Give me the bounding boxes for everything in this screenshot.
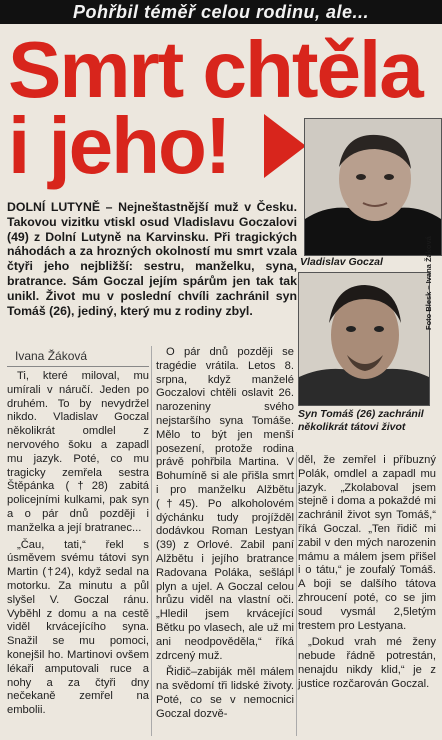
photo-caption-vladislav: Vladislav Goczal (300, 256, 383, 268)
column-3 (298, 454, 436, 695)
divider (7, 366, 149, 367)
photo-caption-tomas: Syn Tomáš (26) zachránil několikrát tátovi život (298, 408, 424, 433)
column-divider (296, 452, 297, 736)
red-arrow-icon (264, 114, 306, 178)
headline-line-1: Smrt chtěla (8, 25, 422, 114)
photo-credit: Foto Blesk – Ivana Žáková (424, 236, 433, 330)
paragraph: Řidič–zabiják měl málem na svědomí tři lidské životy. Poté, co se v nemocnici Goczal dozvě- (156, 666, 294, 720)
paragraph: „Dokud vrah mé ženy nebude řádně potrestán, nenajdu nikdy klid,“ je z justice rozčarován Goczal. (298, 636, 436, 690)
paragraph: děl, že zemřel i příbuzný Polák, omdlel a zapadl mu jazyk. „Zkolaboval jsem stejně i doma a pokaždé mi zachránil život syn Tomáš,“ říká Goczal. „Ten řidič mi zabil v den mých narozenin mámu a málem jsem přišel i o tátu,“ je zoufalý Tomáš. A boji se dalšího tátova zhroucení poté, co se jim soud vysmál 2,5letým trestem pro Lestyana. (298, 454, 436, 632)
kicker-banner: Pohřbil téměř celou rodinu, ale... (0, 0, 442, 24)
column-1 (7, 370, 149, 721)
lead-paragraph: DOLNÍ LUTYNĚ – Nejneštastnější muž v Česku. Takovou vizitku vtiskl osud Vladislavu Goczalovi (49) z Dolní Lutyně na Karvinsku. Při tragických náhodách a za hrozných okolností mu smrt vzala čtyři jeho nejbližší: sestru, manželku, syna, bratrance. Sám Goczal jejím spárům jen tak tak unikl. Život mu v poslední chvíli zachránil syn Tomáš (26), jediný, který mu z rodiny zbyl. (7, 200, 297, 318)
paragraph: „Čau, tati,“ řekl s úsměvem svému tátovi syn Martin (†24), když sedal na motorku. Za minutu a půl slyšel V. Goczal ránu. Vyběhl z domu a na cestě viděl krvácejícího syna. Snažil se mu pomoci, konejšil ho. Martinovi ovšem lékaři amputovali ruce a nohy a za čtyři dny nečekaně zemřel na embolii. (7, 538, 149, 717)
paragraph: O pár dnů později se tragédie vrátila. Letos 8. srpna, když manželé Goczalovi chtěli oslavit 26. narozeniny svého nejstaršího syna Tomáše. Mělo to být jen menší posezení, protože rodina právě pohřbila Martina. V Bohumíně si ale přišla smrt i pro manželku Alžbětu (†45). Po alkoholovém dýchánku tudy projížděl dodávkou Roman Lestyan (39) z Orlové. Zabil paní Alžbětu i jejího bratrance Radovana Poláka, sešlápl plyn a ujel. A Goczal celou hrůzu viděl na vlastní oči. „Hledil jsem krvácející Bětku po vlasech, ale už mi ani neodpověděla,“ říká zdrcený muž. (156, 346, 294, 662)
headline-line-2: i jeho! (8, 101, 230, 190)
column-2 (156, 346, 294, 725)
column-divider (151, 346, 152, 736)
photo-tomas (298, 272, 430, 406)
paragraph: Ti, které miloval, mu umírali v náručí. Jeden po druhém. To by nevydržel nikdo. Vladislav Goczal několikrát omdlel z nervového šoku a zapadl mu jazyk. Poté, co mu tragicky zemřela sestra Štěpánka (†28) zabitá policejními kulkami, pak syn a o pár dnů později i manželka a její bratranec... (7, 370, 149, 534)
byline: Ivana Žáková (15, 349, 88, 363)
photo-vladislav-goczal (304, 118, 442, 256)
